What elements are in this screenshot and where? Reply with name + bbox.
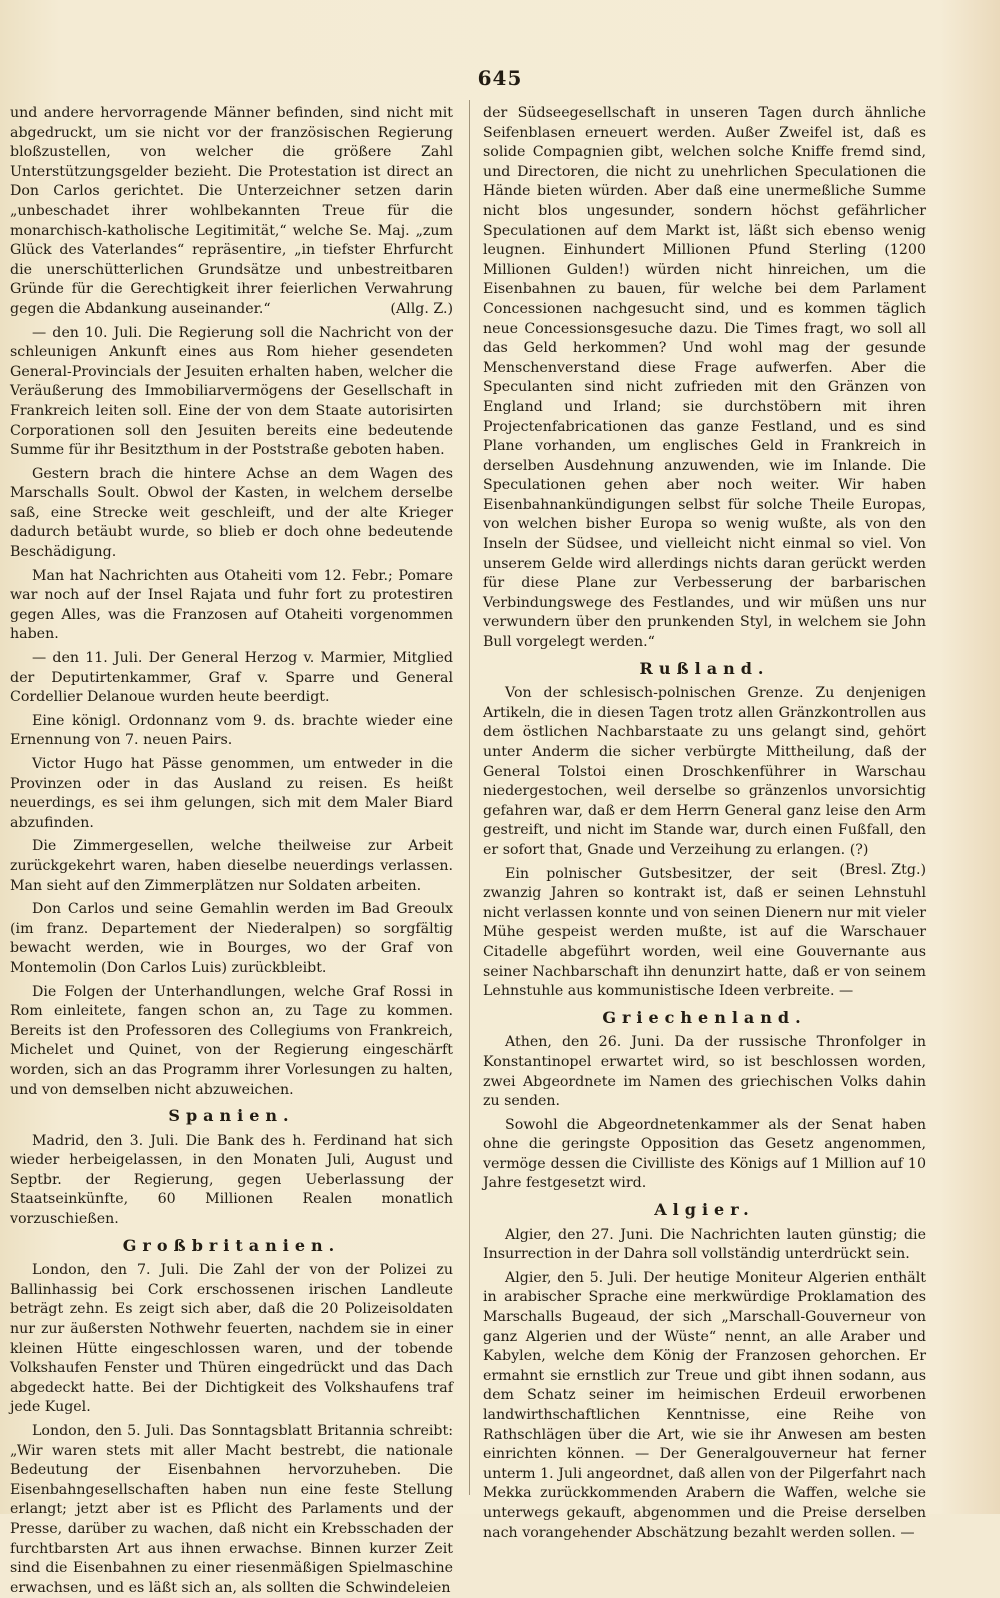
- paragraph-athen: Athen, den 26. Juni. Da der russische Thronfolger in Konstantinopel erwartet wird, so ist beschlossen worden, zwei Abgeordnete im Namen des griechischen Volks dahin zu senden.: [483, 1034, 926, 1110]
- source-citation: (Bresl. Ztg.): [839, 861, 926, 878]
- paragraph-civilliste: Sowohl die Abgeordnetenkammer als der Senat haben ohne die geringste Opposition das Gesetz angenommen, vermöge dessen die Civilliste des Königs auf 1 Million auf 10 Jahre festgesetzt wird.: [483, 1116, 926, 1192]
- paragraph-gutsbesitzer: Ein polnischer Gutsbesitzer, der seit zwanzig Jahren so kontrakt ist, daß er seinen Lehnstuhl nicht verlassen konnte und von seinen Dienern nur mit vieler Mühe gespeist werden mußte, ist auf die Warschauer Citadelle abgeführt worden, weil eine Gouvernante aus seiner Nachbarschaft ihn denunzirt hatte, daß er von seinem Lehnstuhle aus kommunistische Ideen verbreite. —: [483, 865, 926, 1000]
- section-heading-grossbritanien: Großbritanien.: [122, 1235, 341, 1255]
- paragraph-london-railways: London, den 5. Juli. Das Sonntagsblatt Britannia schreibt: „Wir waren stets mit aller Macht bestrebt, die nationale Bedeutung der Eisenbahnen hervorzuheben. Die Eisenbahngesellschaften haben nun eine feste Stellung erlangt; jetzt aber ist es Pflicht des Parlaments und der Presse, darüber zu wachen, daß nicht ein Krebsschaden der furchtbarsten Art aus ihnen erwachse. Binnen kurzer Zeit sind die Eisenbahnen zu einer riesenmäßigen Spielmaschine erwachsen, und es läßt sich an, als sollten die Schwindeleien: [10, 1423, 453, 1596]
- left-column: [10, 104, 453, 1596]
- paragraph-soult: Gestern brach die hintere Achse an dem Wagen des Marschalls Soult. Obwol der Kasten, in welchem derselbe saß, eine Strecke weit geschleift, und der alte Krieger dadurch betäubt wurde, so blieb er doch ohne bedeutende Beschädigung.: [10, 465, 453, 561]
- paragraph-otaheiti: Man hat Nachrichten aus Otaheiti vom 12. Febr.; Pomare war noch auf der Insel Rajata und fuhr fort zu protestiren gegen Alles, was die Franzosen auf Otaheiti vorgenommen haben.: [10, 567, 453, 643]
- paragraph-london-police: London, den 7. Juli. Die Zahl der von der Polizei zu Ballinhassig bei Cork erschossenen irischen Landleute beträgt zehn. Es zeigt sich aber, daß die 20 Polizeisoldaten nur zur äußersten Nothwehr feuerten, nachdem sie in einer kleinen Hütte eingeschlossen waren, und der tobende Volkshaufen Fenster und Thüren eingedrückt und das Dach abgedeckt hatte. Bei der Dichtigkeit des Volkshaufens traf jede Kugel.: [10, 1262, 453, 1416]
- paragraph-suedsee: der Südseegesellschaft in unseren Tagen durch ähnliche Seifenblasen erneuert werden. Außer Zweifel ist, daß es solide Compagnien gibt, welchen solche Kniffe fremd sind, und Directoren, die nicht zu unehrlichen Speculationen die Hände bieten würden. Aber daß eine unermeßliche Summe nicht blos ungesunder, sondern höchst gefährlicher Speculationen auf dem Markt ist, läßt sich ebenso wenig leugnen. Einhundert Millionen Pfund Sterling (1200 Millionen Gulden!) würden nicht hinreichen, um die Eisenbahnen zu bauen, für welche bei dem Parlament Concessionen nachgesucht sind, und es kommen täglich neue Concessionsgesuche dazu. Die Times fragt, wo soll all das Geld herkommen? Und wohl mag der gesunde Menschenverstand diese Frage aufwerfen. Aber die Speculanten sind nicht zufrieden mit den Gränzen von England und Irland; sie durchstöbern mit ihren Projectenfabricationen das ganze Festland, und es sind Plane vorhanden, um englisches Geld in Frankreich in derselben Ausdehnung anzuwenden, wie im Inlande. Die Speculationen gehen aber noch weiter. Wir haben Eisenbahnankündigungen selbst für solche Theile Europas, von welchen bisher Europa so wenig wußte, als von den Inseln der Südsee, und vielleicht nicht einmal so viel. Von unserem Gelde wird allerdings nichts daran gerückt werden für diese Plane zur Verbesserung der barbarischen Verbindungswege des Festlandes, und wir müßen uns nur verwundern über den prunkenden Styl, in welchem sie John Bull vorgelegt werden.“: [483, 105, 926, 651]
- paragraph-text: Von der schlesisch-polnischen Grenze. Zu denjenigen Artikeln, die in diesen Tagen trotz allen Gränzkontrollen aus dem östlichen Nachbarstaate zu uns gelangt sind, gehört unter Anderm die sicher verbürgte Mittheilung, daß der General Tolstoi einen Droschkenführer in Warschau niedergestochen, weil derselbe so gränzenlos unvorsichtig gefahren war, daß er dem Herrn General ganz leise den Arm gestreift, und nicht im Stande war, durch einen Fußfall, den er sofort that, Gnade und Verzeihung zu erlangen. (?): [483, 685, 926, 858]
- paragraph-algier-proclamation: Algier, den 5. Juli. Der heutige Moniteur Algerien enthält in arabischer Sprache eine merkwürdige Proklamation des Marschalls Bugeaud, der sich „Marschall-Gouverneur von ganz Algerien und der Wüste“ nennt, an alle Araber und Kabylen, welche dem König der Franzosen gehorchen. Er ermahnt sie ernstlich zur Treue und gibt ihnen sodann, aus dem Schatz seiner im heimischen Erdeuil erworbenen landwirthschaftlichen Kenntnisse, eine Reihe von Rathschlägen über die Art, wie sie ihr Anwesen am besten einrichten können. — Der Generalgouverneur hat ferner unterm 1. Juli angeordnet, daß allen von der Pilgerfahrt nach Mekka zurückkommenden Arabern die Waffen, welche sie unterwegs gekauft, abgenommen und die Preise derselben nach vorangehender Abschätzung bezahlt werden sollen. —: [483, 1269, 926, 1541]
- column-divider: [469, 100, 470, 1495]
- paragraph-jesuits: — den 10. Juli. Die Regierung soll die Nachricht von der schleunigen Ankunft eines aus Rom hieher gesendeten General-Provincials der Jesuiten erhalten haben, welcher die Veräußerung des Immobiliarvermögens der Gesellschaft in Frankreich leiten soll. Eine der von dem Staate autorisirten Corporationen soll den Jesuiten bereits eine bedeutende Summe für ihr Besitzthum in der Poststraße geboten haben.: [10, 324, 453, 459]
- paragraph-protestation: [10, 104, 453, 320]
- section-heading-algier: Algier.: [654, 1200, 755, 1220]
- section-heading-spanien: Spanien.: [168, 1106, 295, 1126]
- paragraph-ordonnanz: Eine königl. Ordonnanz vom 9. ds. brachte wieder eine Ernennung von 7. neuen Pairs.: [10, 712, 453, 749]
- section-heading-russland: Rußland.: [639, 658, 770, 678]
- paragraph-victor-hugo: Victor Hugo hat Pässe genommen, um entweder in die Provinzen oder in das Ausland zu reisen. Es heißt neuerdings, es sei ihm gelungen, sich mit dem Maler Biard abzufinden.: [10, 756, 453, 831]
- paragraph-polish-border: [483, 684, 926, 878]
- source-citation: (Allg. Z.): [390, 300, 453, 317]
- paragraph-zimmergesellen: Die Zimmergesellen, welche theilweise zur Arbeit zurückgekehrt waren, haben dieselbe neuerdings verlassen. Man sieht auf den Zimmerplätzen nur Soldaten arbeiten.: [10, 838, 453, 894]
- paragraph-algier-insurrection: Algier, den 27. Juni. Die Nachrichten lauten günstig; die Insurrection in der Dahra soll vollständig unterdrückt sein.: [483, 1226, 926, 1263]
- paragraph-madrid: Madrid, den 3. Juli. Die Bank des h. Ferdinand hat sich wieder herbeigelassen, in den Monaten Juli, August und Septbr. der Regierung, gegen Ueberlassung der Staatseinkünfte, 60 Millionen Realen monatlich vorzuschießen.: [10, 1132, 453, 1228]
- right-column: [483, 104, 926, 1541]
- paragraph-rossi: Die Folgen der Unterhandlungen, welche Graf Rossi in Rom einleitete, fangen schon an, zu Tage zu kommen. Bereits ist den Professoren des Collegiums von Frankreich, Michelet und Quinet, von der Regierung eingeschärft worden, sich an das Programm ihrer Vorlesungen zu halten, und von demselben nicht abzuweichen.: [10, 983, 453, 1098]
- paragraph-funeral: — den 11. Juli. Der General Herzog v. Marmier, Mitglied der Deputirtenkammer, Graf v. Sparre und General Cordellier Delanoue wurden heute beerdigt.: [10, 650, 453, 706]
- section-heading-griechenland: Griechenland.: [602, 1007, 807, 1027]
- paragraph-don-carlos: Don Carlos und seine Gemahlin werden im Bad Greoulx (im franz. Departement der Niederalpen) so sorgfältig bewacht werden, wie in Bourges, wo der Graf von Montemolin (Don Carlos Luis) zurückbleibt.: [10, 901, 453, 976]
- page-number: 645: [477, 66, 523, 90]
- paragraph-text: und andere hervorragende Männer befinden, sind nicht mit abgedruckt, um sie nicht vor der französischen Regierung bloßzustellen, von welcher die größere Zahl Unterstützungsgelder bezieht. Die Protestation ist direct an Don Carlos gerichtet. Die Unterzeichner setzen darin „unbeschadet ihrer wohlbekannten Treue für die monarchisch-katholische Legitimität,“ welche Se. Maj. „zum Glück des Vaterlandes“ repräsentire, „in tiefster Ehrfurcht die unerschütterlichen Grundsätze und unbestreitbaren Gründe für die Gerechtigkeit ihrer feierlichen Verwahrung gegen die Abdankung auseinander.“: [10, 105, 453, 317]
